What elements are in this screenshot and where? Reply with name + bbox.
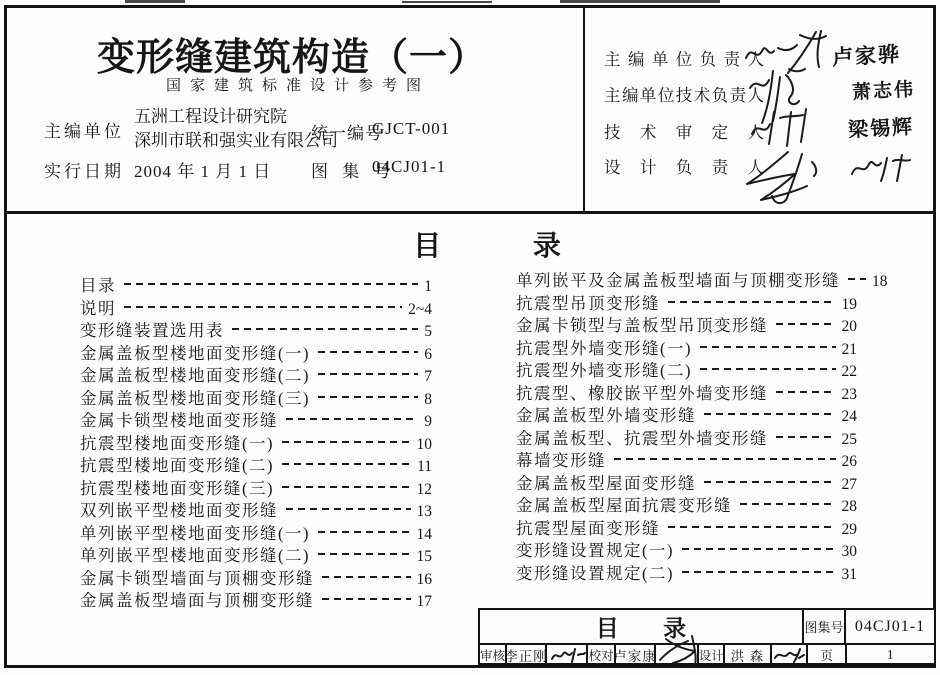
toc-entry-title: 单列嵌平型楼地面变形缝(二) [80,546,310,565]
drawing-title-block [478,608,936,665]
toc-entry-title: 金属盖板型外墙变形缝 [516,406,696,425]
toc-entry-title: 抗震型楼地面变形缝(一) [80,433,274,453]
toc-entry-title: 金属盖板型楼地面变形缝(三) [80,388,310,408]
toc-entry-page: 30 [841,543,857,560]
toc-entry [80,587,432,610]
toc-entry-page: 29 [841,520,857,538]
toc-leader-dashes [776,436,836,438]
toc-entry-title: 抗震型吊顶变形缝 [516,293,660,313]
toc-entry [516,335,857,358]
review-name: 李正刚 [505,645,545,665]
toc-entry-page: 16 [416,570,432,588]
signature-name: 梁锡辉 [847,116,915,142]
toc-entry-page: 31 [841,565,857,583]
page-value: 1 [845,645,934,665]
toc-entry-title: 幕墙变形缝 [516,451,606,470]
toc-entry-title: 金属盖板型、抗震型外墙变形缝 [516,428,768,448]
toc-entry [80,272,432,295]
editor-unit-label: 主编单位 [44,122,124,141]
toc-entry-page: 10 [416,435,432,453]
toc-entry-page: 19 [841,295,857,313]
toc-entry [80,340,432,363]
toc-entry-title: 抗震型、橡胶嵌平型外墙变形缝 [516,383,768,403]
toc-leader-dashes [286,508,411,510]
signature-scribble [736,146,828,213]
toc-entry-page: 5 [424,323,432,340]
review-signature [545,645,586,665]
signature-name: 萧志伟 [851,79,916,104]
toc-entry-title: 双列嵌平型楼地面变形缝 [80,501,278,520]
toc-entry [80,362,432,385]
toc-entry [80,497,432,520]
toc-entry-page: 13 [416,503,432,520]
effective-date-value: 2004 年 1 月 1 日 [134,162,272,181]
toc-entry-page: 26 [841,453,857,470]
toc-entry-title: 金属盖板型楼地面变形缝(一) [80,343,310,363]
signature-scribble [772,646,806,669]
toc-leader-dashes [124,306,402,308]
toc-leader-dashes [668,526,836,528]
toc-entry [80,430,432,453]
toc-entry-title: 抗震型屋面变形缝 [516,518,660,538]
toc-entry-title: 变形缝设置规定(二) [516,563,674,583]
toc-leader-dashes [700,368,836,370]
toc-leader-dashes [682,548,836,550]
toc-leader-dashes [124,283,418,285]
signature-scribble [846,150,914,191]
toc-entry-page: 22 [841,363,857,380]
toc-leader-dashes [614,458,836,460]
toc-leader-dashes [318,396,418,398]
toc-leader-dashes [700,346,836,348]
proof-label: 校对 [586,645,614,665]
toc-leader-dashes [848,278,866,280]
toc-entry [516,515,857,538]
toc-entry [516,560,857,583]
toc-entry [80,407,432,430]
chief-unit-principal-label: 主编单位负责人 [604,50,764,69]
toc-entry [80,385,432,408]
toc-entry-page: 18 [872,273,888,290]
toc-leader-dashes [318,531,411,533]
toc-entry-title: 金属卡锁型楼地面变形缝 [80,411,278,430]
toc-entry [516,357,857,380]
effective-date-label: 实行日期 [44,162,124,181]
design-signature [770,645,806,665]
toc-leader-dashes [232,328,418,330]
toc-leader-dashes [704,413,836,415]
scan-artifact [560,0,720,3]
toc-entry-title: 金属盖板型墙面与顶棚变形缝 [80,591,314,610]
toc-entry [516,267,888,290]
toc-entry [516,312,857,335]
toc-entry-title: 抗震型楼地面变形缝(二) [80,456,274,475]
review-label: 审核 [480,649,506,663]
toc-entry [80,475,432,498]
editor-unit-line1: 五洲工程设计研究院 [134,107,287,126]
unified-code-label: 统一编号 [311,124,383,143]
toc-entry-page: 21 [841,340,857,358]
toc-leader-dashes [318,553,411,555]
document-title: 变形缝建筑构造（一） [96,37,487,79]
toc-leader-dashes [282,463,411,465]
toc-entry-page: 24 [841,408,857,425]
toc-entry-page: 23 [841,385,857,403]
toc-entry-title: 目录 [80,276,116,295]
toc-entry-page: 15 [416,548,432,565]
toc-leader-dashes [322,576,411,578]
toc-entry [516,537,857,560]
scan-artifact [125,0,185,3]
toc-entry-page: 6 [424,345,432,363]
page-label: 页 [806,645,845,665]
toc-entry [516,402,857,425]
toc-column-right [516,267,888,583]
toc-entry [80,565,432,588]
toc-entry-page: 9 [424,413,432,430]
toc-entry-title: 单列嵌平型楼地面变形缝(一) [80,523,310,543]
signature-name: 卢家骅 [831,42,902,70]
signature-scribble [549,646,587,669]
toc-leader-dashes [668,301,836,303]
toc-entry-title: 金属卡锁型与盖板型吊顶变形缝 [516,316,768,335]
toc-entry [516,492,857,515]
toc-entry-title: 变形缝装置选用表 [80,321,224,340]
toc-entry [516,290,857,313]
toc-entry [80,542,432,565]
signature-scribble [654,632,702,673]
toc-entry [516,380,857,403]
title-block-atlas-label: 图集号 [802,610,844,643]
toc-leader-dashes [286,418,418,420]
toc-leader-dashes [282,486,411,488]
design-name: 洪 森 [723,645,769,665]
chief-unit-tech-principal-label: 主编单位技术负责人 [604,86,764,105]
toc-entry-page: 20 [841,318,857,335]
toc-leader-dashes [776,323,836,325]
toc-entry-title: 金属卡锁型墙面与顶棚变形缝 [80,568,314,588]
title-block-atlas-value: 04CJ01-1 [844,610,934,643]
toc-entry-title: 变形缝设置规定(一) [516,541,674,560]
scan-artifact [402,1,492,3]
toc-entry-page: 12 [416,480,432,498]
toc-entry-title: 金属盖板型屋面抗震变形缝 [516,496,732,515]
toc-entry [80,520,432,543]
atlas-number-value: 04CJ01-1 [372,157,447,176]
toc-entry-page: 25 [841,430,857,448]
toc-entry-page: 14 [416,525,432,543]
toc-leader-dashes [322,598,411,600]
toc-entry-page: 7 [424,368,432,385]
toc-leader-dashes [682,571,836,573]
toc-entry-title: 抗震型外墙变形缝(二) [516,361,692,380]
toc-entry-page: 1 [424,278,432,295]
header-vertical-divider [583,5,585,212]
toc-entry-page: 27 [841,475,857,493]
design-principal-label: 设计负责人 [604,158,764,177]
toc-column-left [80,272,432,610]
title-block-sheet-name: 目 录 [595,615,687,641]
toc-entry-title: 抗震型楼地面变形缝(三) [80,478,274,498]
unified-code-value: GJCT-001 [372,119,451,138]
toc-entry [80,452,432,475]
toc-entry-page: 17 [416,593,432,610]
toc-entry [516,470,857,493]
toc-entry-page: 8 [424,390,432,408]
editor-unit-line2: 深圳市联和强实业有限公司 [134,131,338,150]
toc-entry [80,295,432,318]
toc-heading: 目 录 [413,230,561,261]
toc-entry-title: 抗震型外墙变形缝(一) [516,338,692,358]
toc-leader-dashes [282,441,411,443]
toc-leader-dashes [740,503,836,505]
proof-signature [654,645,697,665]
toc-entry [516,425,857,448]
toc-entry-page: 28 [841,498,857,515]
toc-entry-title: 说明 [80,298,116,318]
toc-entry-page: 2~4 [408,300,432,318]
toc-leader-dashes [776,391,836,393]
document-subtitle: 国家建筑标准设计参考图 [165,78,430,94]
toc-entry-page: 11 [417,458,432,475]
toc-leader-dashes [318,351,418,353]
toc-entry [80,317,432,340]
proof-name: 卢家康 [614,645,654,665]
technical-approver-label: 技术审定人 [604,123,764,142]
toc-entry-title: 金属盖板型屋面变形缝 [516,473,696,493]
toc-leader-dashes [318,373,418,375]
atlas-number-label: 图 集 号 [311,162,396,181]
toc-entry-title: 单列嵌平及金属盖板型墙面与顶棚变形缝 [516,271,840,290]
design-label: 设计 [697,645,723,665]
toc-entry [516,447,857,470]
toc-entry-title: 金属盖板型楼地面变形缝(二) [80,366,310,385]
toc-leader-dashes [704,481,836,483]
